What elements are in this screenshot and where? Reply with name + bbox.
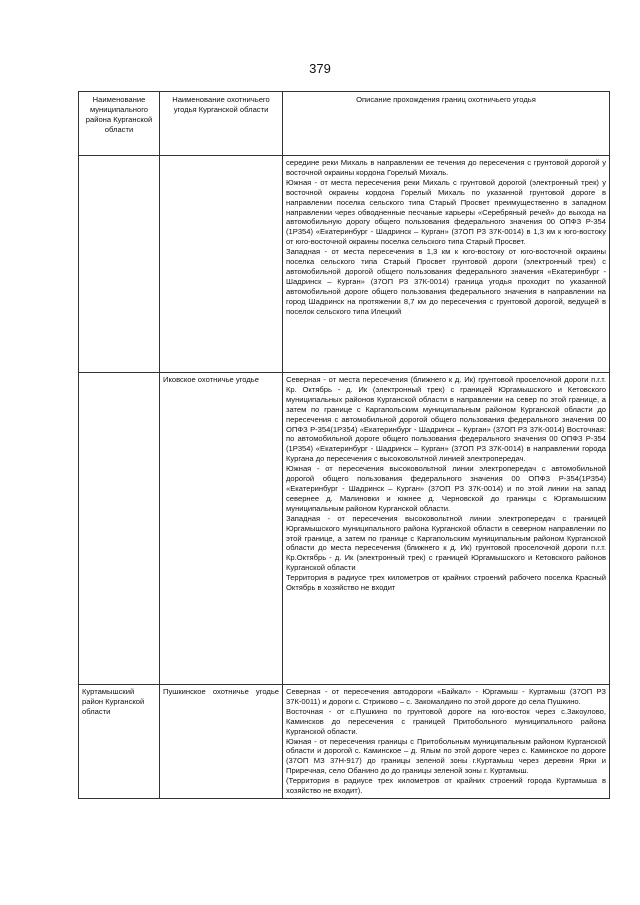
region-cell (79, 156, 160, 373)
region-cell: Куртамышский район Курганской области (79, 685, 160, 799)
boundary-paragraph: Северная - от места пересечения (ближнего к д. Ик) грунтовой проселочной дороги п.г.т. Кр. Октябрь - д. Ик (электронный трек) с границей Юргамышского и Кетовского муниципальных районов Курганской области в направлении на север по этой границе, а затем по границе с Каргапольским муниципальным районом Курганской области до пересечения с автомобильной дорогой общего пользования федерального значения 00 ОПФЗ Р-354(1Р354) «Екатеринбург - Шадринск – Курган» (37ОП РЗ 37К-0014) Восточная: по автомобильной дороге общего пользования федерального значения 00 ОПФЗ Р-354 (1Р354) «Екатеринбург - Шадринск – Курган» (37ОП РЗ 37К-0014) в направлении города Кургана до пересечения с высоковольтной линией электропередач. (286, 375, 606, 464)
boundary-paragraph: (Территория в радиусе трех километров от крайних строений города Куртамыша в хозяйство не входит). (286, 776, 606, 796)
header-hunting-ground: Наименование охотничьего угодья Курганской области (160, 92, 283, 156)
boundary-paragraph: Восточная - от с.Пушкино по грунтовой дороге на юго-восток через с.Закоулово, Каминсков до пересечения с границей Притобольного муниципального района Курганской области. (286, 706, 606, 736)
description-cell (283, 685, 610, 799)
hunting-grounds-table (78, 91, 610, 799)
region-cell (79, 373, 160, 685)
table-row (79, 156, 610, 373)
boundary-paragraph: середине реки Михаль в направлении ее течения до пересечения с грунтовой дорогой у восточной окраины кордона Горелый Михаль. (286, 158, 606, 177)
header-municipal-district: Наименование муниципального района Курганской области (79, 92, 160, 156)
boundary-paragraph: Западная - от места пересечения в 1,3 км к юго-востоку от юго-восточной окраины поселка сельского типа Старый Просвет грунтовой дороги (электронный трек) с автомобильной дорогой общего пользования федерального значения «Екатеринбург - Шадринск – Курган» (37ОП РЗ 37К-0014) граница угодья проходит по указанной автомобильной дороге общего пользования федерального значения в направлении на город Шадринск на протяжении 8,7 км до пересечения с грунтовой дорогой, ведущей в поселок сельского типа Илецкий (286, 247, 606, 316)
boundary-paragraph: Южная - от места пересечения реки Михаль с грунтовой дорогой (электронный трек) у восточной окраины кордона Горелый Михаль по указанной грунтовой дороге в направлении поселка сельского типа Старый Просвет преимущественно в западном направлении через обводненные песчаные карьеры «Серебряный речей» до выхода на автомобильную дорогу общего пользования федерального значения 00 ОПФЗ Р-354 (1Р354) «Екатеринбург - Шадринск – Курган» (37ОП РЗ 37К-0014) в 1,3 км к юго-востоку от юго-восточной окраины поселка сельского типа Старый Просвет. (286, 177, 606, 247)
ground-cell (160, 685, 283, 799)
header-boundary-description: Описание прохождения границ охотничьего угодья (283, 92, 610, 156)
page-number: 379 (309, 61, 331, 76)
table-header-row (79, 92, 610, 156)
boundary-paragraph: Южная - от пересечения высоковольтной линии электропередач с автомобильной дорогой общего пользования федерального значения 00 ОПФЗ Р-354(1Р354) «Екатеринбург - Шадринск – Курган» (37ОП РЗ 37К-0014) и по этой линии на запад севернее д. Малиновки и южнее д. Черновской до границы с Юргамышским муниципальным районом Курганской области. (286, 464, 606, 513)
ground-name: Пушкинское охотничье угодье (163, 687, 279, 696)
boundary-paragraph: Северная - от пересечения автодороги «Байкал» - Юргамыш - Куртамыш (37ОП РЗ 37К-0011) и дороги с. Стрижово – с. Закомалдино по этой дороге до села Пушкино. (286, 687, 606, 706)
table-row (79, 373, 610, 685)
boundary-paragraph: Южная - от пересечения границы с Притобольным муниципальным районом Курганской области и дорогой с. Каминское – д. Ялым по этой дороге через с. Каминское по дороге (37ОП МЗ 37Н-917) до границы зеленой зоны г.Куртамыш через деревни Ярки и Приречная, село Обанино до до границы зеленой зоны г. Куртамыш. (286, 736, 606, 776)
ground-cell: Иковское охотничье угодье (160, 373, 283, 685)
table-row (79, 685, 610, 799)
description-cell (283, 156, 610, 373)
boundary-paragraph: Западная - от пересечения высоковольтной линии электропередач с границей Юргамышского муниципального района Курганской области в северном направлении по этой границе, а затем по границе с Каргапольским муниципальным районом Курганской области до места пересечения (ближнего к д. Ик) грунтовой проселочной дороги п.г.т. Кр.Октябрь - д. Ик (электронный трек) с границей Юргамышского и Кетовского районов Курганской области (286, 513, 606, 573)
boundary-paragraph: Территория в радиусе трех километров от крайних строений рабочего поселка Красный Октябрь в хозяйство не входит (286, 573, 606, 593)
description-cell (283, 373, 610, 685)
ground-cell (160, 156, 283, 373)
